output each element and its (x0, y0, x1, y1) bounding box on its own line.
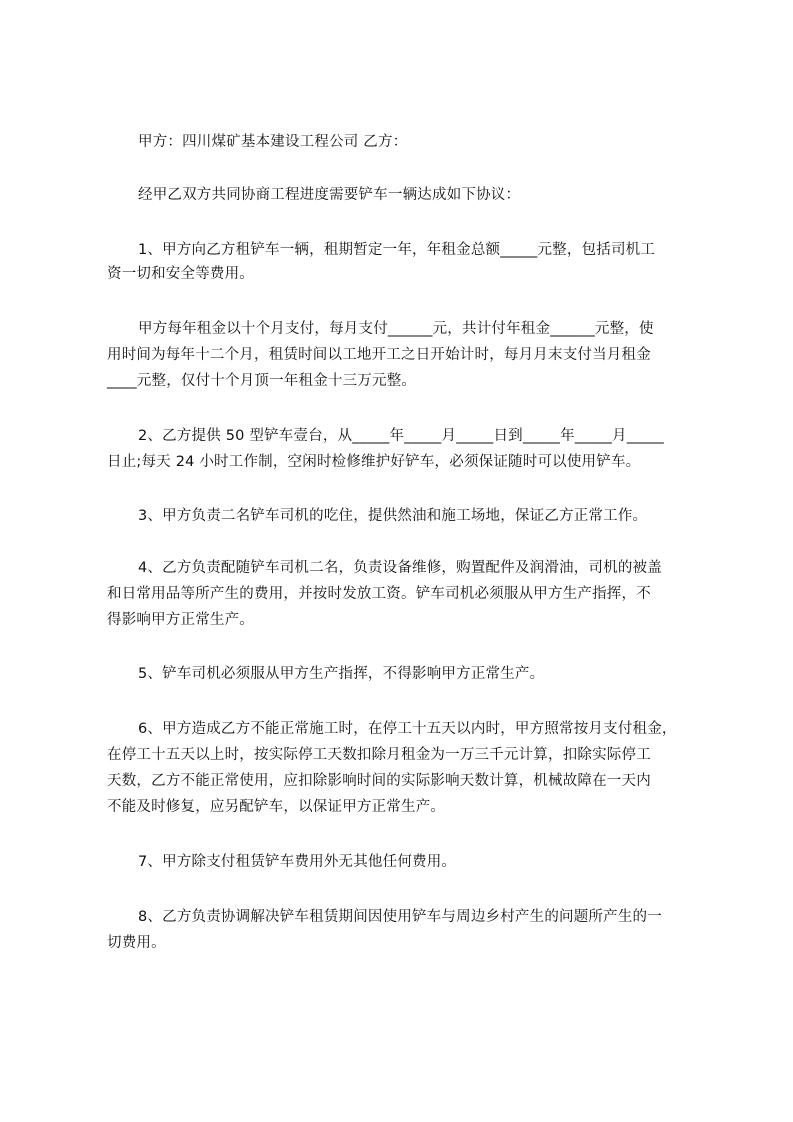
clause-8-line-1: 8、乙方负责协调解决铲车租赁期间因使用铲车与周边乡村产生的问题所产生的一 (138, 909, 662, 925)
intro-paragraph: 经甲乙双方共同协商工程进度需要铲车一辆达成如下协议： (138, 187, 521, 203)
clause-6-line-4: 不能及时修复，应另配铲车，以保证甲方正常生产。 (107, 799, 446, 815)
payment-line-1: 甲方每年租金以十个月支付，每月支付______元，共计付年租金______元整，使 (138, 321, 654, 337)
clause-4-line-3: 得影响甲方正常生产。 (107, 612, 254, 628)
clause-6-line-1: 6、甲方造成乙方不能正常施工时，在停工十五天以内时，甲方照常按月支付租金， (138, 721, 677, 737)
clause-3-line-1: 3、甲方负责二名铲车司机的吃住，提供然油和施工场地，保证乙方正常工作。 (138, 508, 648, 524)
clause-8-line-2: 切费用。 (107, 935, 166, 951)
clause-4-line-1: 4、乙方负责配随铲车司机二名，负责设备维修，购置配件及润滑油，司机的被盖 (138, 560, 662, 576)
clause-7-line-1: 7、甲方除支付租赁铲车费用外无其他任何费用。 (138, 854, 457, 870)
clause-4-line-2: 和日常用品等所产生的费用，并按时发放工资。铲车司机必须服从甲方生产指挥，不 (107, 586, 651, 602)
clause-1-line-1: 1、甲方向乙方租铲车一辆，租期暂定一年，年租金总额_____元整，包括司机工 (138, 242, 656, 258)
clause-5-line-1: 5、铲车司机必须服从甲方生产指挥，不得影响甲方正常生产。 (138, 666, 545, 682)
payment-line-3: ____元整，仅付十个月顶一年租金十三万元整。 (107, 373, 417, 389)
clause-6-line-2: 在停工十五天以上时，按实际停工天数扣除月租金为一万三千元计算，扣除实际停工 (107, 747, 651, 763)
party-header: 甲方：四川煤矿基本建设工程公司 乙方： (138, 134, 408, 150)
payment-line-2: 用时间为每年十二个月，租赁时间以工地开工之日开始计时，每月月末支付当月租金 (107, 347, 651, 363)
clause-1-line-2: 资一切和安全等费用。 (107, 266, 254, 282)
clause-2-line-1: 2、乙方提供 50 型铲车壹台，从_____年_____月_____日到_____年_____月_____ (138, 428, 664, 444)
clause-2-line-2: 日止;每天 24 小时工作制，空闲时检修维护好铲车，必须保证随时可以使用铲车。 (107, 454, 641, 470)
clause-6-line-3: 天数，乙方不能正常使用，应扣除影响时间的实际影响天数计算，机械故障在一天内 (107, 773, 651, 789)
